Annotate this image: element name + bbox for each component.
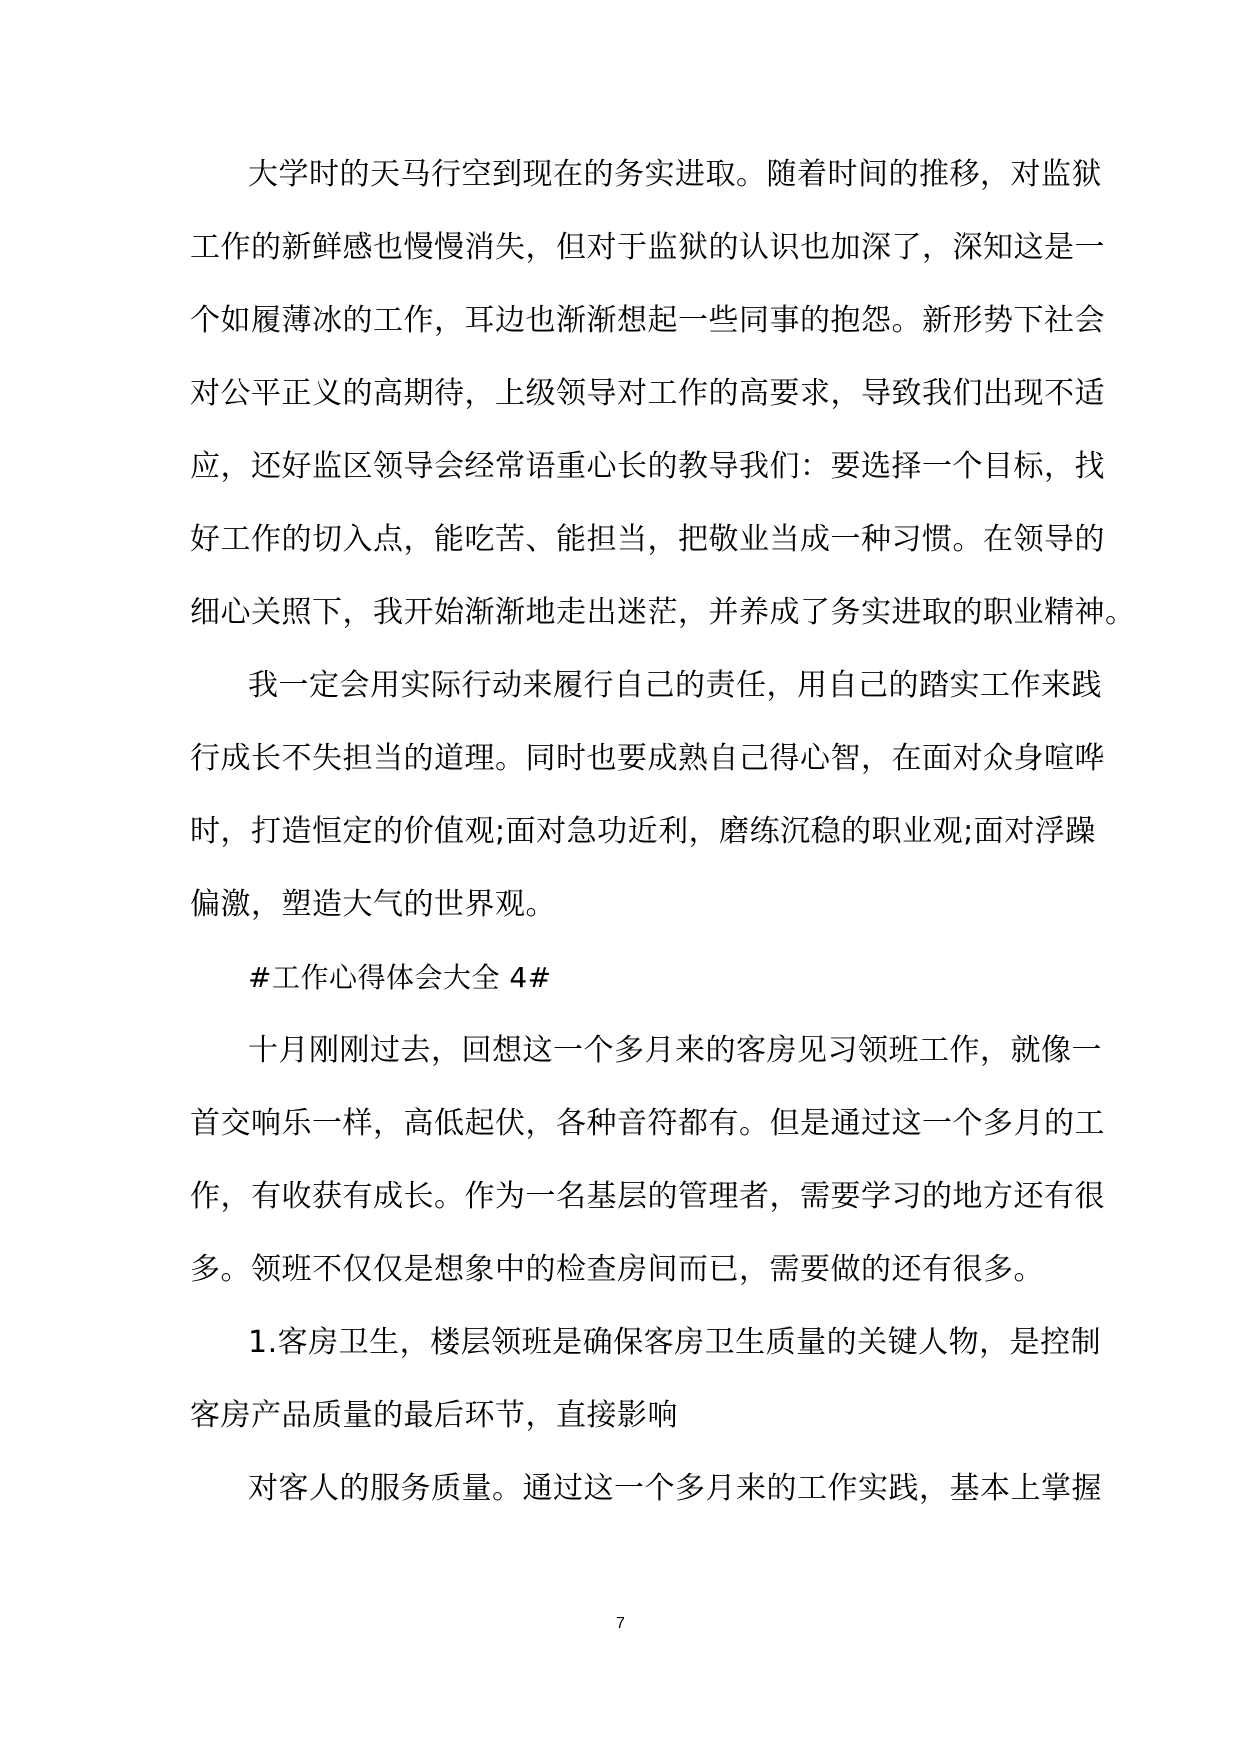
text-line: 客房产品质量的最后环节，直接影响 [190, 1398, 678, 1433]
section-heading: #工作心得体会大全 4# [248, 961, 552, 994]
text-line: 好工作的切入点，能吃苦、能担当，把敬业当成一种习惯。在领导的 [190, 522, 1105, 557]
text-line: 应，还好监区领导会经常语重心长的教导我们：要选择一个目标，找 [190, 449, 1105, 484]
text-line: 对客人的服务质量。通过这一个多月来的工作实践，基本上掌握 [248, 1471, 1102, 1506]
text-line: 行成长不失担当的道理。同时也要成熟自己得心智，在面对众身喧哗 [190, 741, 1105, 776]
text-line: 首交响乐一样，高低起伏，各种音符都有。但是通过这一个多月的工 [190, 1106, 1105, 1141]
text-line: 偏激，塑造大气的世界观。 [190, 887, 556, 922]
text-line: 1.客房卫生，楼层领班是确保客房卫生质量的关键人物，是控制 [248, 1325, 1102, 1360]
text-line: 时，打造恒定的价值观;面对急功近利，磨练沉稳的职业观;面对浮躁 [190, 814, 1096, 849]
text-line: 作，有收获有成长。作为一名基层的管理者，需要学习的地方还有很 [190, 1179, 1105, 1214]
text-line: 细心关照下，我开始渐渐地走出迷茫，并养成了务实进取的职业精神。 [190, 595, 1136, 630]
page-number: 7 [616, 1615, 625, 1632]
document-body [190, 138, 1136, 1525]
text-line: 十月刚刚过去，回想这一个多月来的客房见习领班工作，就像一 [248, 1033, 1102, 1068]
text-line: 多。领班不仅仅是想象中的检查房间而已，需要做的还有很多。 [190, 1252, 1044, 1287]
text-line: 个如履薄冰的工作，耳边也渐渐想起一些同事的抱怨。新形势下社会 [190, 303, 1105, 338]
text-line: 大学时的天马行空到现在的务实进取。随着时间的推移，对监狱 [248, 157, 1102, 192]
text-line: 对公平正义的高期待，上级领导对工作的高要求，导致我们出现不适 [190, 376, 1105, 411]
text-line: 工作的新鲜感也慢慢消失，但对于监狱的认识也加深了，深知这是一 [190, 230, 1105, 265]
text-line: 我一定会用实际行动来履行自己的责任，用自己的踏实工作来践 [248, 668, 1102, 703]
